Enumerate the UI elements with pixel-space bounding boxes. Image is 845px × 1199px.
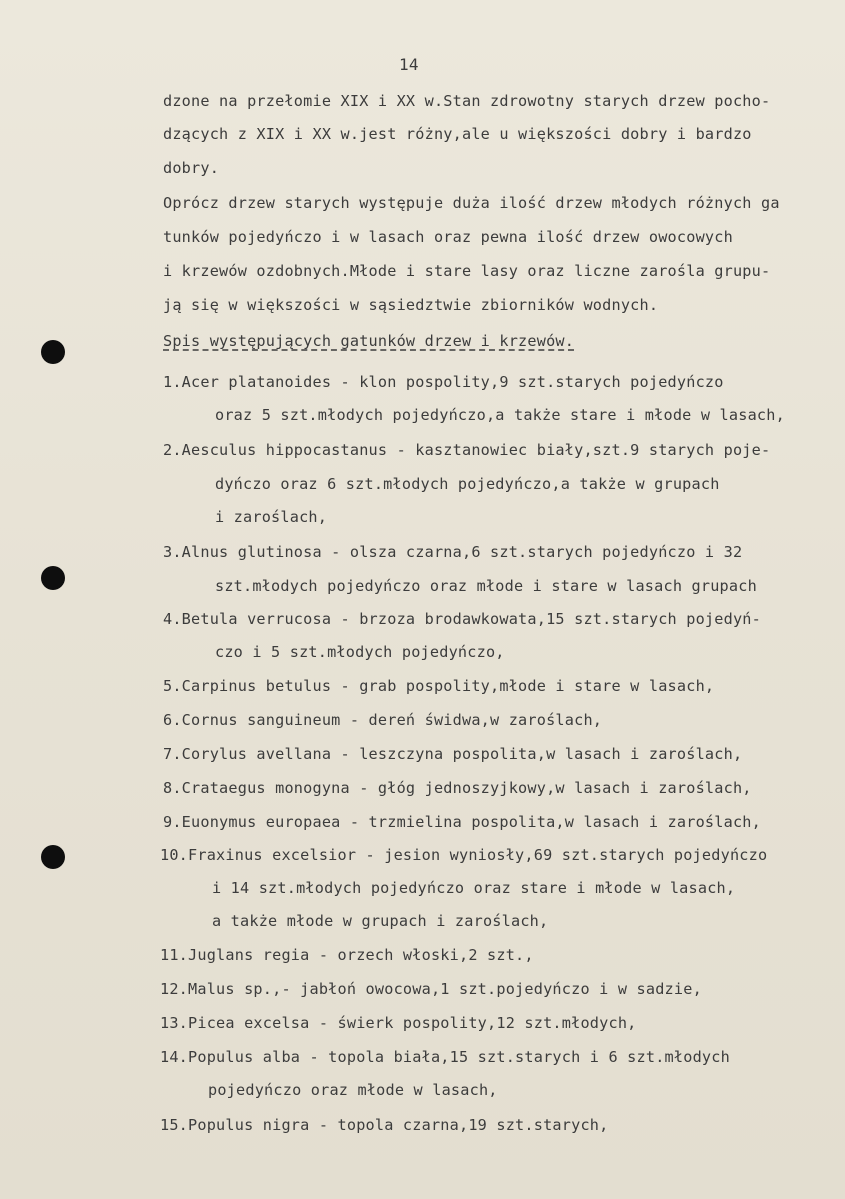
paragraph-2-line: i krzewów ozdobnych.Młode i stare lasy oraz liczne zarośla grupu-: [163, 262, 771, 280]
list-item-line: pojedyńczo oraz młode w lasach,: [208, 1081, 498, 1099]
list-item-line: i 14 szt.młodych pojedyńczo oraz stare i młode w lasach,: [212, 879, 736, 897]
list-item-line: 7.Corylus avellana - leszczyna pospolita,w lasach i zaroślach,: [163, 745, 743, 763]
list-item-line: 1.Acer platanoides - klon pospolity,9 szt.starych pojedyńczo: [163, 373, 724, 391]
list-item-line: 6.Cornus sanguineum - dereń świdwa,w zaroślach,: [163, 711, 603, 729]
paragraph-2-line: ją się w większości w sąsiedztwie zbiorników wodnych.: [163, 296, 659, 314]
list-item-line: 8.Crataegus monogyna - głóg jednoszyjkowy,w lasach i zaroślach,: [163, 779, 752, 797]
punch-hole-top: [41, 340, 65, 364]
list-item-line: a także młode w grupach i zaroślach,: [212, 912, 549, 930]
list-item-line: 3.Alnus glutinosa - olsza czarna,6 szt.starych pojedyńczo i 32: [163, 543, 743, 561]
list-item-line: oraz 5 szt.młodych pojedyńczo,a także stare i młode w lasach,: [215, 406, 785, 424]
list-item-line: 2.Aesculus hippocastanus - kasztanowiec biały,szt.9 starych poje-: [163, 441, 771, 459]
paragraph-1-line: dobry.: [163, 159, 220, 177]
list-item-line: dyńczo oraz 6 szt.młodych pojedyńczo,a także w grupach: [215, 475, 720, 493]
list-item-line: 10.Fraxinus excelsior - jesion wyniosły,69 szt.starych pojedyńczo: [160, 846, 768, 864]
page-number: 14: [399, 55, 419, 74]
paragraph-1-line: dzących z XIX i XX w.jest różny,ale u większości dobry i bardzo: [163, 125, 752, 143]
paragraph-2-line: tunków pojedyńczo i w lasach oraz pewna ilość drzew owocowych: [163, 228, 733, 246]
paragraph-2-line: Oprócz drzew starych występuje duża ilość drzew młodych różnych ga: [163, 194, 780, 212]
paragraph-1-line: dzone na przełomie XIX i XX w.Stan zdrowotny starych drzew pocho-: [163, 92, 771, 110]
punch-hole-bottom: [41, 845, 65, 869]
list-item-line: szt.młodych pojedyńczo oraz młode i stare w lasach grupach: [215, 577, 757, 595]
list-item-line: 5.Carpinus betulus - grab pospolity,młode i stare w lasach,: [163, 677, 715, 695]
list-item-line: 15.Populus nigra - topola czarna,19 szt.starych,: [160, 1116, 609, 1134]
species-list-heading: Spis występujących gatunków drzew i krzewów.: [163, 332, 575, 350]
list-item-line: 11.Juglans regia - orzech włoski,2 szt.,: [160, 946, 534, 964]
list-item-line: 13.Picea excelsa - świerk pospolity,12 szt.młodych,: [160, 1014, 637, 1032]
list-item-line: 4.Betula verrucosa - brzoza brodawkowata,15 szt.starych pojedyń-: [163, 610, 761, 628]
list-item-line: 14.Populus alba - topola biała,15 szt.starych i 6 szt.młodych: [160, 1048, 730, 1066]
list-item-line: 9.Euonymus europaea - trzmielina pospolita,w lasach i zaroślach,: [163, 813, 761, 831]
list-item-line: czo i 5 szt.młodych pojedyńczo,: [215, 643, 505, 661]
list-item-line: 12.Malus sp.,- jabłoń owocowa,1 szt.pojedyńczo i w sadzie,: [160, 980, 702, 998]
list-item-line: i zaroślach,: [215, 508, 328, 526]
punch-hole-middle: [41, 566, 65, 590]
